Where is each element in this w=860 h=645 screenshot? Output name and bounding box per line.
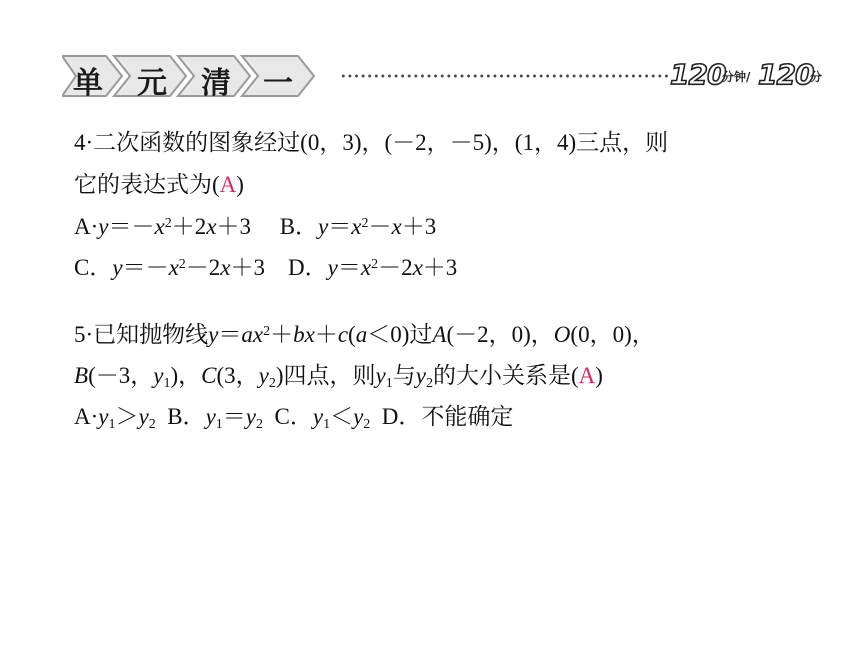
q5-option-d-text: 不能确定 [421, 404, 514, 429]
unit-banner [62, 50, 322, 102]
q5-stem-line2: B(－3，$y_1$)，C(3，$y_2$)四点，则$y_1$与$y_2$的大小关系是(A) [74, 363, 603, 391]
time-minutes: 120 [670, 58, 726, 91]
q4-stem-suffix: ) [236, 172, 244, 197]
q4-stem-line1: 4·二次函数的图象经过(0，3)，(－2，－5)，(1，4)三点，则 [74, 130, 669, 155]
score-unit: 分 [810, 70, 823, 84]
q4-option-d-label: D． [288, 255, 328, 280]
q4-options-row1: $A\cdot y=-x^2+2x+3$ B．$y=x^2-x+3$ [74, 214, 437, 239]
q4-option-a-label: A· [74, 214, 99, 239]
banner-char-4: 一 [263, 66, 293, 101]
score-total: 120 [758, 58, 814, 91]
q4-option-c-label: C． [74, 255, 113, 280]
banner-char-1: 单 [73, 66, 103, 101]
q5-option-d-label: D． [381, 404, 422, 429]
q5-answer: A [578, 363, 596, 388]
q5-option-a-label: A· [74, 404, 99, 429]
time-indicator [668, 58, 843, 94]
q4-stem-prefix: 它的表达式为( [74, 172, 220, 197]
banner-char-3: 清 [201, 66, 231, 101]
q4-options-row2: C．$y=-x^2-2x+3$ D．$y=x^2-2x+3$ [74, 255, 458, 280]
q5-option-c-label: C． [274, 404, 313, 429]
time-unit-minutes: 分钟/ [722, 70, 751, 84]
q5-options: $A\cdot y_1>y_2$ B．$y_1=y_2$ C．$y_1<y_2$ D．不能确定 [74, 404, 514, 432]
banner-char-2: 元 [137, 66, 167, 101]
q4-option-b-label: B． [279, 214, 319, 239]
q5-stem-line1: 5·已知抛物线$y=ax^2+bx+c(a<0)$过A(－2，0)，O(0，0)， [74, 322, 655, 347]
dotted-divider [340, 74, 670, 78]
q5-stem-prefix: 5·已知抛物线 [74, 322, 209, 347]
q4-stem-line2 [74, 170, 244, 200]
q5-option-b-label: B． [167, 404, 206, 429]
q4-answer: A [219, 172, 237, 197]
